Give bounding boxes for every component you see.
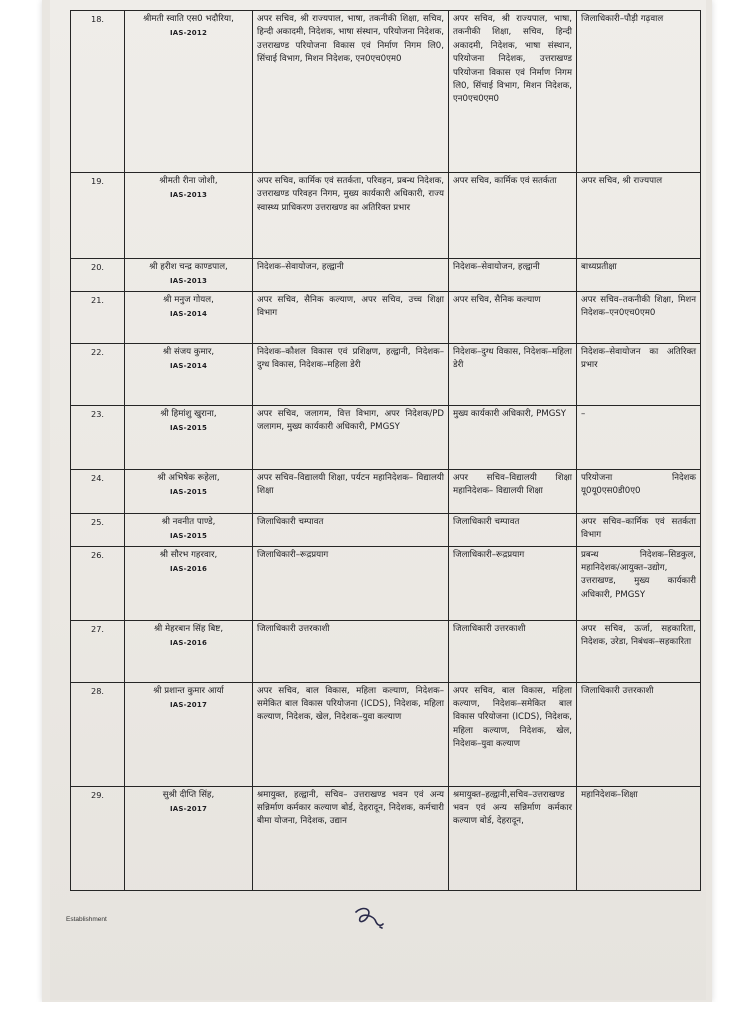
- current-posting: निदेशक–सेवायोजन, हल्द्वानी: [253, 259, 449, 292]
- signature-mark: [350, 902, 390, 932]
- serial-number: 21.: [71, 291, 125, 343]
- serial-number: 27.: [71, 620, 125, 682]
- retained-posting: अपर सचिव, बाल विकास, महिला कल्याण, निदेशक–समेकित बाल विकास परियोजना (ICDS), निदेशक, महिला कल्याण, निदेशक, खेल, निदेशक–युवा कल्याण: [449, 682, 577, 786]
- new-posting: अपर सचिव–तकनीकी शिक्षा, मिशन निदेशक–एन0एच0एम0: [577, 291, 701, 343]
- transfer-table: [70, 10, 701, 891]
- retained-posting: अपर सचिव, श्री राज्यपाल, भाषा, तकनीकी शिक्षा, सचिव, हिन्दी अकादमी, निदेशक, भाषा संस्थान, परियोजना निदेशक, उत्तराखण्ड परियोजना विकास एवं निर्माण निगम लि0, सिंचाई विभाग, मिशन निदेशक, एन0एच0एम0: [449, 11, 577, 173]
- new-posting: जिलाधिकारी उत्तरकाशी: [577, 682, 701, 786]
- ias-batch: IAS-2012: [169, 29, 208, 38]
- officer-name: श्री हिमांशु खुराना,: [160, 408, 217, 419]
- new-posting: प्रबन्ध निदेशक–सिडकुल, महानिदेशक/आयुक्त–उद्योग, उत्तराखण्ड, मुख्य कार्यकारी अधिकारी, PMGSY: [577, 546, 701, 620]
- new-posting: अपर सचिव, श्री राज्यपाल: [577, 173, 701, 259]
- serial-number: 29.: [71, 786, 125, 890]
- officer-name-cell: [125, 259, 253, 292]
- serial-number: 22.: [71, 343, 125, 405]
- new-posting: परियोजना निदेशक यू0यू0एस0डी0ए0: [577, 469, 701, 513]
- new-posting: अपर सचिव–कार्मिक एवं सतर्कता विभाग: [577, 513, 701, 546]
- officer-name: श्री मनुज गोयल,: [163, 294, 214, 305]
- retained-posting: जिलाधिकारी–रूद्रप्रयाग: [449, 546, 577, 620]
- table-row: [71, 620, 701, 682]
- serial-number: 28.: [71, 682, 125, 786]
- current-posting: अपर सचिव, कार्मिक एवं सतर्कता, परिवहन, प्रबन्ध निदेशक, उत्तराखण्ड परिवहन निगम, मुख्य कार्यकारी अधिकारी, राज्य स्वास्थ्य प्राधिकरण उत्तराखण्ड का अतिरिक्त प्रभार: [253, 173, 449, 259]
- table-row: [71, 546, 701, 620]
- serial-number: 19.: [71, 173, 125, 259]
- retained-posting: मुख्य कार्यकारी अधिकारी, PMGSY: [449, 405, 577, 469]
- table-row: [71, 11, 701, 173]
- ias-batch: IAS-2015: [169, 424, 208, 433]
- ias-batch: IAS-2017: [169, 805, 208, 814]
- officer-name-cell: [125, 405, 253, 469]
- ias-batch: IAS-2013: [169, 191, 208, 200]
- officer-name-cell: [125, 546, 253, 620]
- table-row: [71, 786, 701, 890]
- current-posting: अपर सचिव–विद्यालयी शिक्षा, पर्यटन महानिदेशक– विद्यालयी शिक्षा: [253, 469, 449, 513]
- officer-name-cell: [125, 513, 253, 546]
- retained-posting: अपर सचिव, सैनिक कल्याण: [449, 291, 577, 343]
- serial-number: 26.: [71, 546, 125, 620]
- officer-name: श्री नवनीत पाण्डे,: [161, 516, 216, 527]
- officer-name: सुश्री दीप्ति सिंह,: [162, 789, 215, 800]
- ias-batch: IAS-2015: [169, 532, 208, 541]
- serial-number: 24.: [71, 469, 125, 513]
- table-row: [71, 173, 701, 259]
- ias-batch: IAS-2017: [169, 701, 208, 710]
- officer-name-cell: [125, 620, 253, 682]
- officer-name-cell: [125, 786, 253, 890]
- current-posting: अपर सचिव, बाल विकास, महिला कल्याण, निदेशक– समेकित बाल विकास परियोजना (ICDS), निदेशक, महिला कल्याण, निदेशक, खेल, निदेशक–युवा कल्याण: [253, 682, 449, 786]
- officer-name: श्री मेहरबान सिंह बिष्ट,: [153, 623, 224, 634]
- serial-number: 20.: [71, 259, 125, 292]
- retained-posting: निदेशक–दुग्ध विकास, निदेशक–महिला डेरी: [449, 343, 577, 405]
- officer-name-cell: [125, 173, 253, 259]
- ias-batch: IAS-2016: [169, 639, 208, 648]
- officer-name-cell: [125, 343, 253, 405]
- new-posting: निदेशक–सेवायोजन का अतिरिक्त प्रभार: [577, 343, 701, 405]
- current-posting: अपर सचिव, सैनिक कल्याण, अपर सचिव, उच्च शिक्षा विभाग: [253, 291, 449, 343]
- scanned-page: [42, 0, 712, 1002]
- retained-posting: अपर सचिव, कार्मिक एवं सतर्कता: [449, 173, 577, 259]
- current-posting: जिलाधिकारी–रूद्रप्रयाग: [253, 546, 449, 620]
- current-posting: जिलाधिकारी चम्पावत: [253, 513, 449, 546]
- table-row: [71, 469, 701, 513]
- current-posting: अपर सचिव, जलागम, वित्त विभाग, अपर निदेशक/PD जलागम, मुख्य कार्यकारी अधिकारी, PMGSY: [253, 405, 449, 469]
- bottom-margin: [0, 1002, 754, 1024]
- table-row: [71, 259, 701, 292]
- serial-number: 23.: [71, 405, 125, 469]
- table-row: [71, 405, 701, 469]
- current-posting: निदेशक–कौशल विकास एवं प्रशिक्षण, हल्द्वानी, निदेशक– दुग्ध विकास, निदेशक–महिला डेरी: [253, 343, 449, 405]
- ias-batch: IAS-2014: [169, 310, 208, 319]
- table-row: [71, 343, 701, 405]
- officer-name: श्रीमती स्वाति एस0 भदौरिया,: [143, 14, 234, 24]
- officer-name: श्री अभिषेक रूहेला,: [157, 472, 220, 483]
- new-posting: महानिदेशक–शिक्षा: [577, 786, 701, 890]
- serial-number: 18.: [71, 11, 125, 173]
- table-row: [71, 291, 701, 343]
- new-posting: जिलाधिकारी–पौड़ी गढ़वाल: [577, 11, 701, 173]
- table-row: [71, 682, 701, 786]
- officer-name-cell: [125, 682, 253, 786]
- new-posting: बाध्यप्रतीक्षा: [577, 259, 701, 292]
- officer-name: श्री संजय कुमार,: [162, 346, 215, 357]
- new-posting: अपर सचिव, ऊर्जा, सहकारिता, निदेशक, उरेडा, निबंधक–सहकारिता: [577, 620, 701, 682]
- retained-posting: जिलाधिकारी चम्पावत: [449, 513, 577, 546]
- officer-name: श्री सौरभ गहरवार,: [159, 549, 218, 560]
- officer-name: श्री हरीश चन्द्र काण्डपाल,: [149, 262, 228, 272]
- officer-name-cell: [125, 11, 253, 173]
- retained-posting: जिलाधिकारी उत्तरकाशी: [449, 620, 577, 682]
- officer-name: श्रीमती रीना जोशी,: [159, 176, 218, 186]
- ias-batch: IAS-2013: [169, 277, 208, 286]
- ias-batch: IAS-2016: [169, 565, 208, 574]
- ias-batch: IAS-2014: [169, 362, 208, 371]
- officer-name-cell: [125, 469, 253, 513]
- serial-number: 25.: [71, 513, 125, 546]
- current-posting: श्रमायुक्त, हल्द्वानी, सचिव– उत्तराखण्ड भवन एवं अन्य सन्निर्माण कर्मकार कल्याण बोर्ड, देहरादून, निदेशक, कर्मचारी बीमा योजना, निदेशक, उद्यान: [253, 786, 449, 890]
- footer-establishment-label: Establishment: [66, 916, 107, 923]
- new-posting: –: [577, 405, 701, 469]
- current-posting: जिलाधिकारी उत्तरकाशी: [253, 620, 449, 682]
- ias-batch: IAS-2015: [169, 488, 208, 497]
- retained-posting: अपर सचिव–विद्यालयी शिक्षा महानिदेशक– विद्यालयी शिक्षा: [449, 469, 577, 513]
- table-row: [71, 513, 701, 546]
- paper-sheet: [50, 0, 706, 1000]
- current-posting: अपर सचिव, श्री राज्यपाल, भाषा, तकनीकी शिक्षा, सचिव, हिन्दी अकादमी, निदेशक, भाषा संस्थान, परियोजना निदेशक, उत्तराखण्ड परियोजना विकास एवं निर्माण निगम लि0, सिंचाई विभाग, मिशन निदेशक, एन0एच0एम0: [253, 11, 449, 173]
- retained-posting: निदेशक–सेवायोजन, हल्द्वानी: [449, 259, 577, 292]
- retained-posting: श्रमायुक्त–हल्द्वानी,सचिव–उत्तराखण्ड भवन एवं अन्य सन्निर्माण कर्मकार कल्याण बोर्ड, देहरादून,: [449, 786, 577, 890]
- officer-name: श्री प्रशान्त कुमार आर्या: [153, 685, 224, 696]
- officer-name-cell: [125, 291, 253, 343]
